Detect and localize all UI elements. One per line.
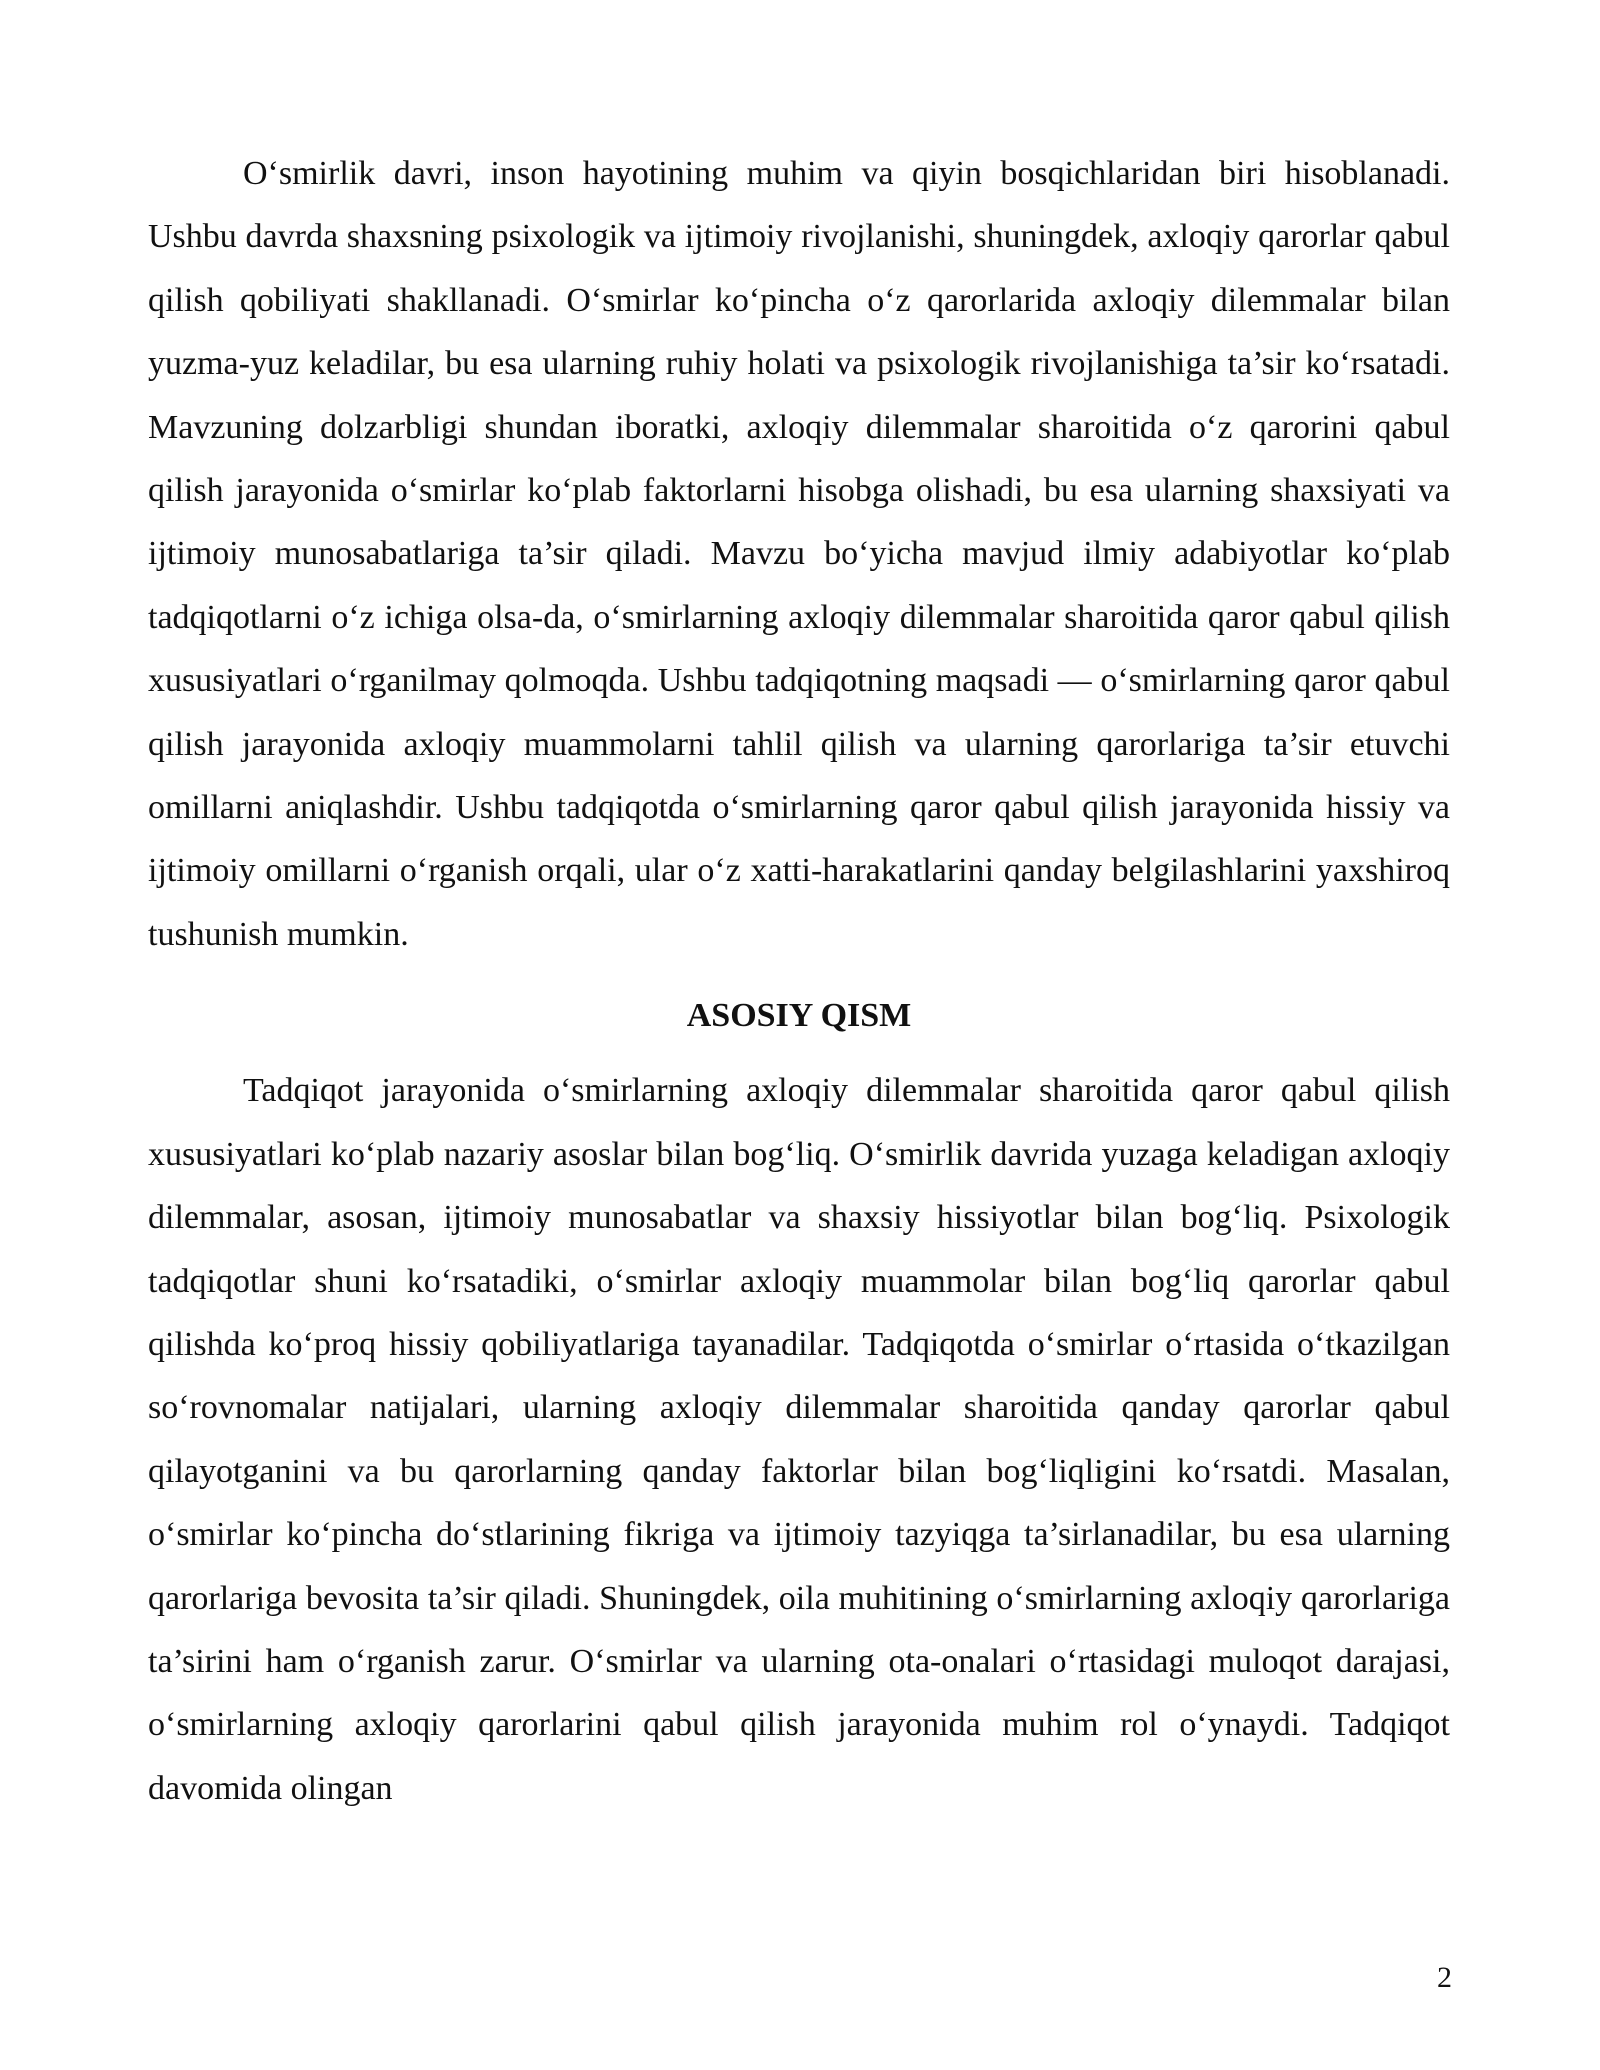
intro-paragraph: O‘smirlik davri, inson hayotining muhim va qiyin bosqichlaridan biri hisoblanadi. Ushbu davrda shaxsning psixologik va ijtimoiy rivojlanishi, shuningdek, axloqiy qarorlar qabul qilish qobiliyati shakllanadi. O‘smirlar ko‘pincha o‘z qarorlarida axloqiy dilemmalar bilan yuzma-yuz keladilar, bu esa ularning ruhiy holati va psixologik rivojlanishiga ta’sir ko‘rsatadi. Mavzuning dolzarbligi shundan iboratki, axloqiy dilemmalar sharoitida o‘z qarorini qabul qilish jarayonida o‘smirlar ko‘plab faktorlarni hisobga olishadi, bu esa ularning shaxsiyati va ijtimoiy munosabatlariga ta’sir qiladi. Mavzu bo‘yicha mavjud ilmiy adabiyotlar ko‘plab tadqiqotlarni o‘z ichiga olsa-da, o‘smirlarning axloqiy dilemmalar sharoitida qaror qabul qilish xususiyatlari o‘rganilmay qolmoqda. Ushbu tadqiqotning maqsadi — o‘smirlarning qaror qabul qilish jarayonida axloqiy muammolarni tahlil qilish va ularning qarorlariga ta’sir etuvchi omillarni aniqlashdir. Ushbu tadqiqotda o‘smirlarning qaror qabul qilish jarayonida hissiy va ijtimoiy omillarni o‘rganish orqali, ular o‘z xatti-harakatlarini qanday belgilashlarini yaxshiroq tushunish mumkin.: [148, 155, 1450, 953]
section-heading: ASOSIY QISM: [686, 997, 912, 1035]
page-body: [148, 142, 1450, 1820]
main-paragraph: Tadqiqot jarayonida o‘smirlarning axloqiy dilemmalar sharoitida qaror qabul qilish xususiyatlari ko‘plab nazariy asoslar bilan bog‘liq. O‘smirlik davrida yuzaga keladigan axloqiy dilemmalar, asosan, ijtimoiy munosabatlar va shaxsiy hissiyotlar bilan bog‘liq. Psixologik tadqiqotlar shuni ko‘rsatadiki, o‘smirlar axloqiy muammolar bilan bog‘liq qarorlar qabul qilishda ko‘proq hissiy qobiliyatlariga tayanadilar. Tadqiqotda o‘smirlar o‘rtasida o‘tkazilgan so‘rovnomalar natijalari, ularning axloqiy dilemmalar sharoitida qanday qarorlar qabul qilayotganini va bu qarorlarning qanday faktorlar bilan bog‘liqligini ko‘rsatdi. Masalan, o‘smirlar ko‘pincha do‘stlarining fikriga va ijtimoiy tazyiqga ta’sirlanadilar, bu esa ularning qarorlariga bevosita ta’sir qiladi. Shuningdek, oila muhitining o‘smirlarning axloqiy qarorlariga ta’sirini ham o‘rganish zarur. O‘smirlar va ularning ota-onalari o‘rtasidagi muloqot darajasi, o‘smirlarning axloqiy qarorlarini qabul qilish jarayonida muhim rol o‘ynaydi. Tadqiqot davomida olingan: [148, 1072, 1450, 1807]
page-number: 2: [1437, 1961, 1452, 1994]
